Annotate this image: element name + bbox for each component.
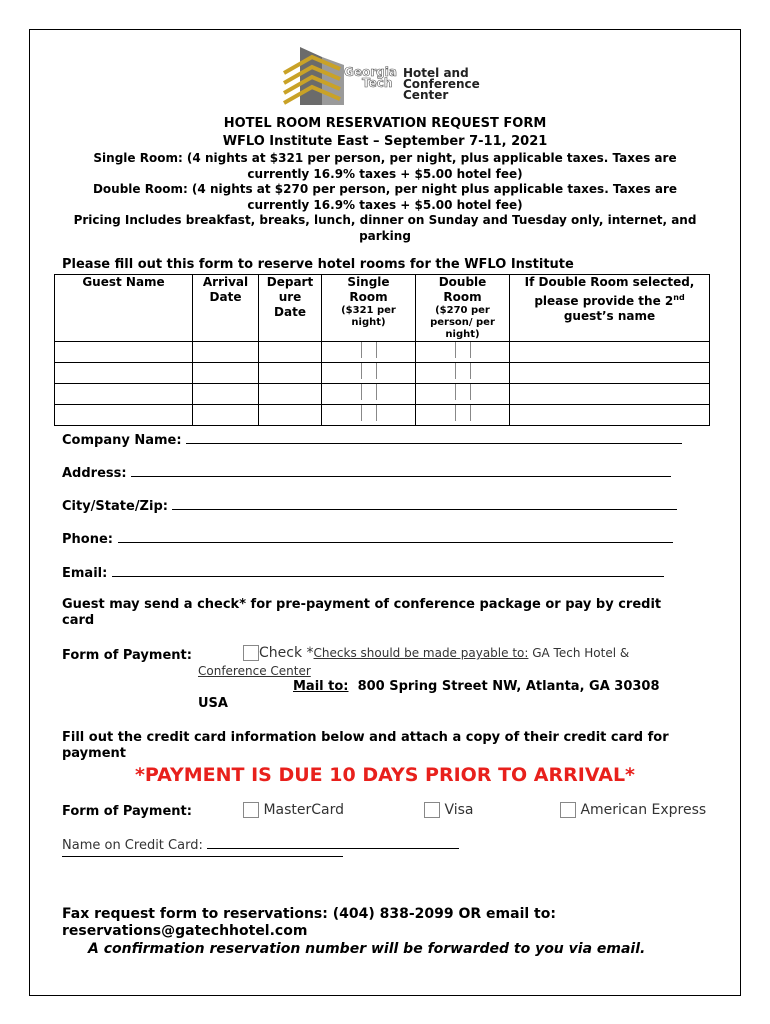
name-on-card-field [62, 836, 459, 853]
mastercard-option[interactable] [243, 802, 344, 818]
form-subtitle: WFLO Institute East – September 7-11, 2021 [222, 134, 548, 149]
double-room-checkbox[interactable] [455, 363, 471, 379]
guest-name-cell[interactable] [55, 363, 193, 384]
table-row [55, 342, 710, 363]
double-room-cell[interactable] [416, 342, 510, 363]
cc-note-line-2: payment [62, 746, 126, 761]
form-of-payment-label-2: Form of Payment: [62, 804, 192, 819]
check-payable-label: Checks should be made payable to: [313, 646, 529, 660]
single-room-checkbox[interactable] [361, 384, 377, 400]
address-field [62, 464, 671, 481]
arrival-cell[interactable] [193, 405, 259, 426]
check-checkbox[interactable] [243, 645, 259, 661]
col-double-room: Double Room ($270 per person/ per night) [416, 275, 510, 342]
double-room-cell[interactable] [416, 384, 510, 405]
building-logo-icon [282, 43, 352, 105]
table-row [55, 405, 710, 426]
visa-checkbox[interactable] [424, 802, 440, 818]
logo-line-2: Conference [403, 77, 480, 91]
single-room-cell[interactable] [322, 342, 416, 363]
logo-brand-sub: Tech [362, 76, 393, 90]
reservation-table [54, 274, 710, 426]
double-room-checkbox[interactable] [455, 342, 471, 358]
second-guest-cell[interactable] [510, 342, 710, 363]
single-room-checkbox[interactable] [361, 342, 377, 358]
single-room-line-1: Single Room: (4 nights at $321 per person, per night, plus applicable taxes. Taxes are [93, 151, 677, 165]
single-room-cell[interactable] [322, 405, 416, 426]
logo-line-1: Hotel and [403, 66, 469, 80]
amex-option[interactable] [560, 802, 706, 818]
phone-input[interactable] [118, 530, 673, 543]
departure-cell[interactable] [259, 363, 322, 384]
check-payee-2: Conference Center [198, 664, 311, 678]
col-arrival-date: Arrival Date [193, 275, 259, 342]
check-note-line-2: card [62, 613, 95, 628]
phone-label: Phone: [62, 532, 113, 547]
table-intro: Please fill out this form to reserve hotel rooms for the WFLO Institute [62, 257, 574, 272]
arrival-cell[interactable] [193, 363, 259, 384]
mail-country: USA [198, 696, 228, 711]
arrival-cell[interactable] [193, 342, 259, 363]
email-input[interactable] [112, 564, 664, 577]
visa-label: Visa [444, 802, 474, 818]
address-input[interactable] [131, 464, 671, 477]
form-title: HOTEL ROOM RESERVATION REQUEST FORM [223, 116, 547, 131]
city-state-zip-input[interactable] [172, 497, 677, 510]
credit-card-note [62, 730, 722, 762]
table-row [55, 384, 710, 405]
double-room-cell[interactable] [416, 405, 510, 426]
mail-address: 800 Spring Street NW, Atlanta, GA 30308 [357, 679, 660, 694]
hotel-logo [282, 43, 502, 105]
guest-name-cell[interactable] [55, 405, 193, 426]
second-guest-cell[interactable] [510, 363, 710, 384]
col-single-room: Single Room ($321 per night) [322, 275, 416, 342]
cc-note-line-1: Fill out the credit card information below and attach a copy of their credit card for [62, 730, 669, 745]
departure-cell[interactable] [259, 342, 322, 363]
single-room-cell[interactable] [322, 384, 416, 405]
form-of-payment-label: Form of Payment: [62, 648, 192, 663]
double-room-line-1: Double Room: (4 nights at $270 per person, per night plus applicable taxes. Taxes are [92, 182, 678, 196]
check-note [62, 597, 722, 629]
mastercard-checkbox[interactable] [243, 802, 259, 818]
city-state-zip-label: City/State/Zip: [62, 499, 168, 514]
fax-email-block [62, 906, 556, 940]
single-room-line-2: currently 16.9% taxes + $5.00 hotel fee) [247, 166, 523, 181]
amex-checkbox[interactable] [560, 802, 576, 818]
table-header-row [55, 275, 710, 342]
email-field [62, 564, 664, 581]
departure-cell[interactable] [259, 384, 322, 405]
pricing-includes-line-2: parking [359, 228, 411, 243]
double-room-cell[interactable] [416, 363, 510, 384]
reservations-email[interactable]: reservations@gatechhotel.com [62, 923, 308, 939]
second-guest-cell[interactable] [510, 405, 710, 426]
guest-name-cell[interactable] [55, 342, 193, 363]
mastercard-label: MasterCard [263, 802, 345, 818]
col-departure-date: Depart ure Date [259, 275, 322, 342]
departure-cell[interactable] [259, 405, 322, 426]
confirmation-note: A confirmation reservation number will be forwarded to you via email. [88, 941, 646, 957]
phone-field [62, 530, 673, 547]
address-label: Address: [62, 466, 127, 481]
double-room-checkbox[interactable] [455, 384, 471, 400]
company-field [62, 431, 682, 448]
arrival-cell[interactable] [193, 384, 259, 405]
double-room-line-2: currently 16.9% taxes + $5.00 hotel fee) [247, 197, 523, 212]
name-on-card-label: Name on Credit Card: [62, 838, 203, 853]
col-second-guest: If Double Room selected, please provide the 2nd guest’s name [510, 275, 710, 342]
pricing-block [30, 151, 740, 244]
logo-line-3: Center [403, 88, 449, 102]
amex-label: American Express [580, 802, 707, 818]
single-room-checkbox[interactable] [361, 363, 377, 379]
logo-brand-word: Georgia [344, 65, 397, 79]
check-payee-1: GA Tech Hotel & [528, 646, 630, 660]
second-guest-cell[interactable] [510, 384, 710, 405]
mail-to-label: Mail to: [293, 679, 349, 694]
email-label: Email: [62, 566, 108, 581]
name-on-card-continuation-line[interactable] [62, 856, 343, 857]
col-guest-name: Guest Name [55, 275, 193, 342]
mail-to-line [293, 679, 660, 694]
company-label: Company Name: [62, 433, 182, 448]
guest-name-cell[interactable] [55, 384, 193, 405]
check-label: Check * [259, 645, 314, 661]
name-on-card-input[interactable] [207, 836, 459, 849]
city-state-zip-field [62, 497, 677, 514]
payment-due-notice: *PAYMENT IS DUE 10 DAYS PRIOR TO ARRIVAL* [134, 764, 635, 786]
single-room-cell[interactable] [322, 363, 416, 384]
check-option[interactable] [243, 645, 629, 661]
visa-option[interactable] [424, 802, 474, 818]
single-room-checkbox[interactable] [361, 405, 377, 421]
company-input[interactable] [186, 431, 682, 444]
check-note-line-1: Guest may send a check* for pre-payment of conference package or pay by credit [62, 597, 662, 612]
double-room-checkbox[interactable] [455, 405, 471, 421]
pricing-includes-line-1: Pricing Includes breakfast, breaks, lunch, dinner on Sunday and Tuesday only, internet, and [73, 213, 697, 227]
fax-line: Fax request form to reservations: (404) 838-2099 OR email to: [62, 906, 556, 922]
table-row [55, 363, 710, 384]
